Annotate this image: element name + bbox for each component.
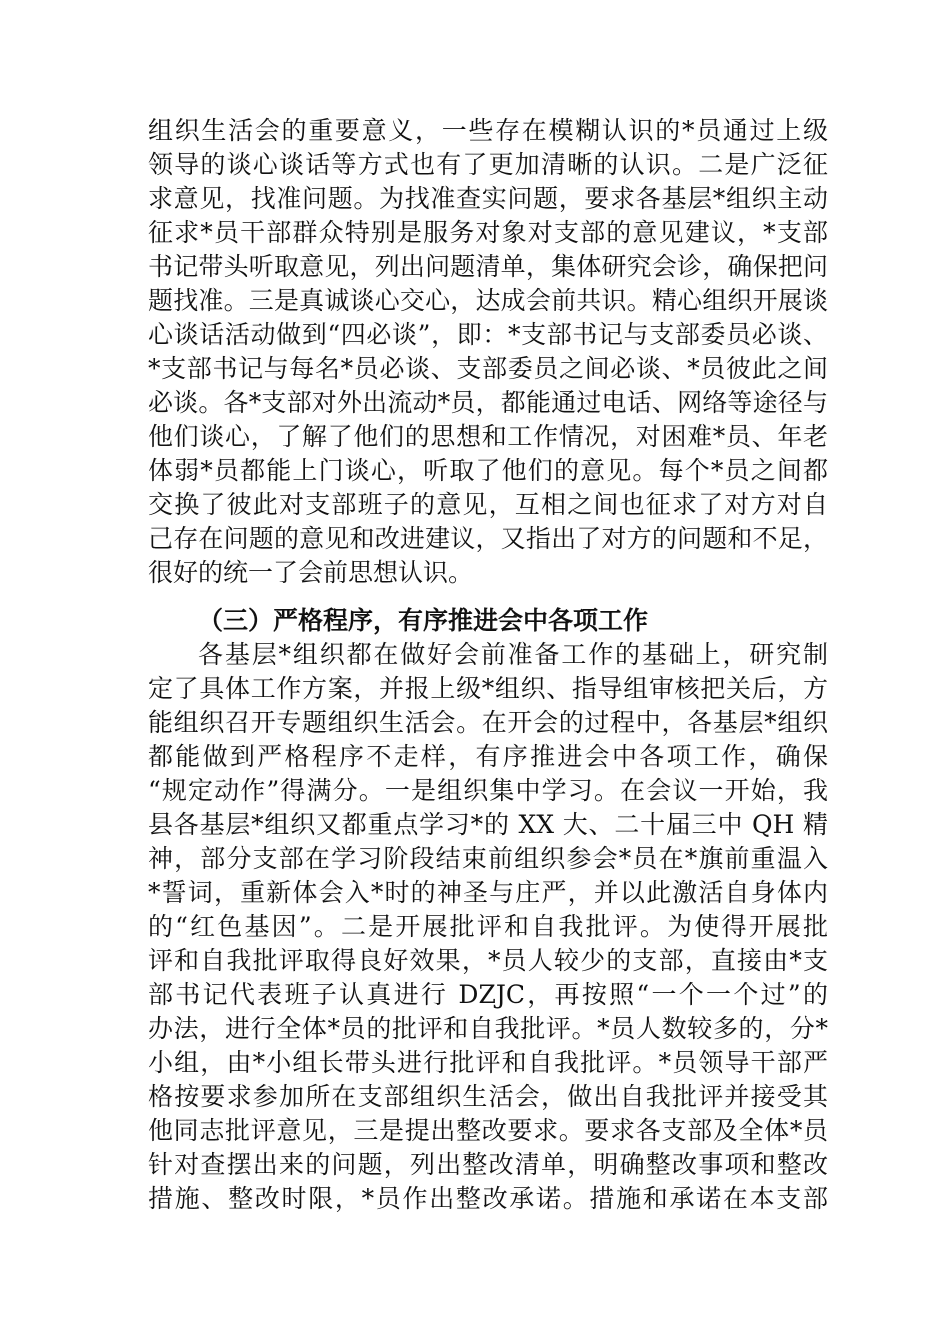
paragraph-1-line: 他们谈心，了解了他们的思想和工作情况，对困难*员、年老 [148,422,828,451]
paragraph-2-line: 能组织召开专题组织生活会。在开会的过程中，各基层*组织 [148,708,828,737]
paragraph-2-line: 都能做到严格程序不走样，有序推进会中各项工作，确保 [148,742,828,771]
paragraph-1-line: 征求*员干部群众特别是服务对象对支部的意见建议，*支部 [148,218,828,247]
paragraph-2-line: 格按要求参加所在支部组织生活会，做出自我批评并接受其 [148,1082,828,1111]
paragraph-1-line: 领导的谈心谈话等方式也有了更加清晰的认识。二是广泛征 [148,150,828,179]
paragraph-1-line: 交换了彼此对支部班子的意见，互相之间也征求了对方对自 [148,490,828,519]
paragraph-2-line: 部书记代表班子认真进行 DZJC，再按照“一个一个过”的 [148,980,828,1009]
paragraph-2-line: 办法，进行全体*员的批评和自我批评。*员人数较多的，分* [148,1014,828,1043]
paragraph-2-line: “规定动作”得满分。一是组织集中学习。在会议一开始，我 [148,776,828,805]
paragraph-1-line: *支部书记与每名*员必谈、支部委员之间必谈、*员彼此之间 [148,354,828,383]
paragraph-2-line: *誓词，重新体会入*时的神圣与庄严，并以此激活自身体内 [148,878,828,907]
paragraph-1-line: 求意见，找准问题。为找准查实问题，要求各基层*组织主动 [148,184,828,213]
paragraph-1-line: 体弱*员都能上门谈心，听取了他们的意见。每个*员之间都 [148,456,828,485]
paragraph-1-line: 心谈话活动做到“四必谈”，即：*支部书记与支部委员必谈、 [148,320,828,349]
paragraph-1-line: 己存在问题的意见和改进建议，又指出了对方的问题和不足， [148,524,828,553]
paragraph-2-line: 的“红色基因”。二是开展批评和自我批评。为使得开展批 [148,912,828,941]
paragraph-2-line: 县各基层*组织又都重点学习*的 XX 大、二十届三中 QH 精 [148,810,828,839]
paragraph-2-line: 评和自我批评取得良好效果，*员人较少的支部，直接由*支 [148,946,828,975]
section-heading: （三）严格程序，有序推进会中各项工作 [198,606,649,635]
paragraph-1-line: 书记带头听取意见，列出问题清单，集体研究会诊，确保把问 [148,252,828,281]
paragraph-2-line: 措施、整改时限，*员作出整改承诺。措施和承诺在本支部 [148,1184,828,1213]
paragraph-1-line: 必谈。各*支部对外出流动*员，都能通过电话、网络等途径与 [148,388,828,417]
paragraph-2-line: 各基层*组织都在做好会前准备工作的基础上，研究制 [198,640,828,669]
paragraph-2-line: 小组，由*小组长带头进行批评和自我批评。*员领导干部严 [148,1048,828,1077]
paragraph-1-line: 题找准。三是真诚谈心交心，达成会前共识。精心组织开展谈 [148,286,828,315]
paragraph-2 [148,638,828,1216]
paragraph-1-line: 很好的统一了会前思想认识。 [148,558,474,587]
paragraph-2-line: 他同志批评意见，三是提出整改要求。要求各支部及全体*员 [148,1116,828,1145]
paragraph-1-line: 组织生活会的重要意义，一些存在模糊认识的*员通过上级 [148,116,828,145]
paragraph-2-line: 针对查摆出来的问题，列出整改清单，明确整改事项和整改 [148,1150,828,1179]
paragraph-2-line: 定了具体工作方案，并报上级*组织、指导组审核把关后，方 [148,674,828,703]
paragraph-1 [148,114,828,590]
paragraph-2-line: 神，部分支部在学习阶段结束前组织参会*员在*旗前重温入 [148,844,828,873]
